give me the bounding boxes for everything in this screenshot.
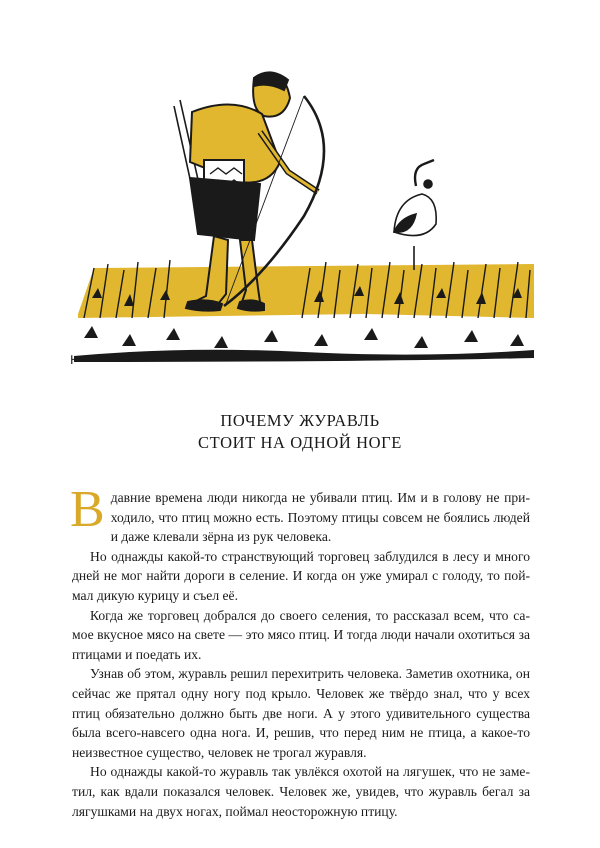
paragraph-3: Когда же торговец добрался до своего селения, то рассказал всем, что самое вкусное мясо на свете — это мясо птиц. И тогда люди начали охотиться за птицами и поедать их. (72, 607, 530, 662)
ground-shadow (74, 350, 534, 362)
crane (394, 160, 436, 270)
paragraph-1-text: давние времена люди никогда не убивали птиц. Им и в голову не приходило, что птиц можно есть. Поэтому птицы совсем не боялись людей и даже клевали зёрна из рук человека. (110, 490, 530, 545)
artist-monogram: Ͱ (70, 353, 78, 367)
story-text (70, 481, 530, 821)
paragraph-2: Но однажды какой-то странствующий торговец заблудился в лесу и много дней не мог найти дороги в селение. И когда он уже умирал с голоду, то поймал дикую курицу и съел её. (72, 548, 530, 603)
paragraph-1 (70, 481, 530, 547)
drop-cap: В (70, 481, 105, 538)
title-line-2: СТОИТ НА ОДНОЙ НОГЕ (198, 433, 402, 452)
page-title (0, 410, 600, 454)
title-line-1: ПОЧЕМУ ЖУРАВЛЬ (220, 411, 380, 430)
paragraph-5: Но однажды какой-то журавль так увлёкся охотой на лягушек, что не заметил, как вдали показался человек. Человек же, увидев, что журавль бегал за лягушками на двух ногах, поймал неосторожную птицу. (72, 764, 530, 819)
paragraph-4: Узнав об этом, журавль решил перехитрить человека. Заметив охотника, он сейчас же прятал одну ногу под крыло. Человек же твёрдо знал, что у всех птиц обязательно должно быть две ноги. А у этого удивительного существа была всего-навсего одна нога. И, решив, что перед ним не птица, а какое-то неизвестное существо, человек не трогал журавля. (72, 666, 530, 760)
hunter-and-crane-illustration (64, 56, 544, 376)
